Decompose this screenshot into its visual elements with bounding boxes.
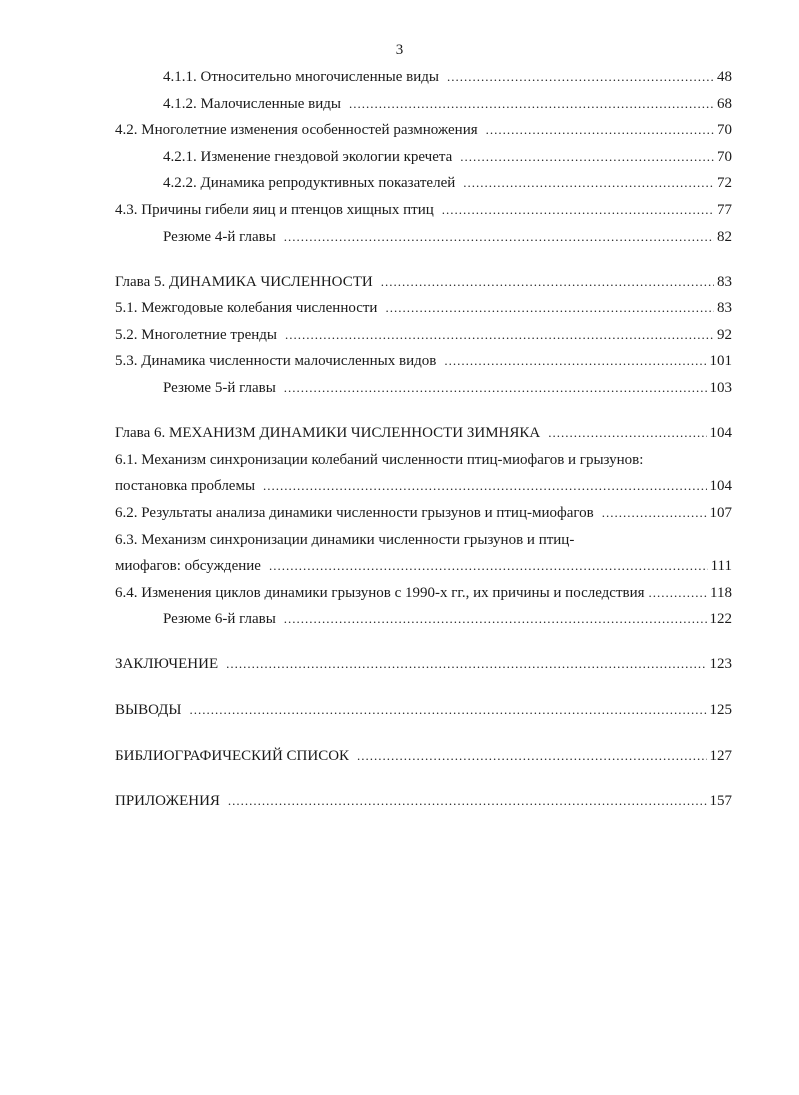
dot-leader — [349, 91, 714, 118]
section-gap — [115, 402, 732, 421]
toc-entry-page: 70 — [717, 148, 732, 165]
toc-entry-title: 5.1. Межгодовые колебания численности — [115, 300, 378, 317]
toc-entry-page: 103 — [709, 380, 732, 397]
toc-entry-page: 83 — [717, 273, 732, 290]
toc-entry-conclusion[interactable] — [115, 651, 732, 678]
toc-entry-6-3-line1[interactable]: 6.3. Механизм синхронизации динамики численности грызунов и птиц- — [115, 531, 575, 548]
toc-entry-title: 5.3. Динамика численности малочисленных видов — [115, 353, 437, 370]
toc-entry-page: 157 — [709, 793, 732, 810]
toc-entry-summary-6[interactable] — [115, 606, 732, 633]
toc-entry-5-3[interactable] — [115, 348, 732, 375]
toc-entry-title: ВЫВОДЫ — [115, 701, 182, 718]
toc-entry-title: 5.2. Многолетние тренды — [115, 326, 277, 343]
dot-leader — [486, 117, 714, 144]
dot-leader — [463, 170, 714, 197]
toc-entry-title: 4.2.2. Динамика репродуктивных показателей — [163, 175, 456, 192]
toc-entry-title: 4.3. Причины гибели яиц и птенцов хищных птиц — [115, 201, 434, 218]
toc-entry-title: Резюме 4-й главы — [163, 228, 276, 245]
toc-entry-page: 92 — [717, 326, 732, 343]
toc-entry-page: 122 — [709, 611, 732, 628]
toc-entry-4-1-1[interactable] — [115, 64, 732, 91]
toc-entry-page: 68 — [717, 95, 732, 112]
dot-leader — [649, 580, 708, 607]
toc-entry-4-2[interactable] — [115, 117, 732, 144]
toc-entry-title: 4.2.1. Изменение гнездовой экологии кречета — [163, 148, 453, 165]
toc-entry-title: ЗАКЛЮЧЕНИЕ — [115, 656, 219, 673]
toc-entry-page: 77 — [717, 201, 732, 218]
dot-leader — [285, 322, 714, 349]
dot-leader — [460, 144, 714, 171]
toc-entry-chapter-5[interactable] — [115, 269, 732, 296]
toc-entry-title: БИБЛИОГРАФИЧЕСКИЙ СПИСОК — [115, 747, 350, 764]
toc-entry-title: 4.1.2. Малочисленные виды — [163, 95, 341, 112]
toc-entry-title: 6.4. Изменения циклов динамики грызунов с 1990-х гг., их причины и последствия — [115, 584, 645, 601]
toc-entry-4-1-2[interactable] — [115, 91, 732, 118]
dot-leader — [269, 553, 708, 580]
toc-entry-6-1-line1[interactable]: 6.1. Механизм синхронизации колебаний численности птиц-миофагов и грызунов: — [115, 451, 644, 468]
toc-entry-6-2[interactable] — [115, 500, 732, 527]
dot-leader — [226, 651, 706, 678]
toc-entry-title: Резюме 6-й главы — [163, 611, 276, 628]
toc-entry-page: 125 — [709, 701, 732, 718]
table-of-contents — [115, 64, 732, 815]
toc-entry-page: 70 — [717, 122, 732, 139]
toc-entry-5-2[interactable] — [115, 322, 732, 349]
dot-leader — [548, 420, 706, 447]
toc-entry-6-4[interactable] — [115, 580, 732, 607]
dot-leader — [263, 473, 706, 500]
toc-entry-page: 72 — [717, 175, 732, 192]
toc-entry-page: 104 — [709, 478, 732, 495]
toc-entry-5-1[interactable] — [115, 295, 732, 322]
toc-entry-page: 127 — [709, 747, 732, 764]
dot-leader — [442, 197, 714, 224]
section-gap — [115, 250, 732, 269]
toc-entry-page: 111 — [710, 558, 732, 575]
toc-entry-title: Глава 5. ДИНАМИКА ЧИСЛЕННОСТИ — [115, 273, 373, 290]
toc-entry-title: миофагов: обсуждение — [115, 558, 261, 575]
page-number: 3 — [395, 42, 404, 58]
toc-entry-title: Глава 6. МЕХАНИЗМ ДИНАМИКИ ЧИСЛЕННОСТИ ЗИМНЯКА — [115, 425, 541, 442]
dot-leader — [602, 500, 707, 527]
toc-entry-4-2-1[interactable] — [115, 144, 732, 171]
toc-entry-6-1[interactable] — [115, 473, 732, 500]
dot-leader — [357, 743, 706, 770]
section-gap — [115, 678, 732, 697]
toc-entry-4-3[interactable] — [115, 197, 732, 224]
dot-leader — [447, 64, 714, 91]
section-gap — [115, 769, 732, 788]
toc-entry-summary-5[interactable] — [115, 375, 732, 402]
toc-entry-title: Резюме 5-й главы — [163, 380, 276, 397]
toc-entry-title: постановка проблемы — [115, 478, 256, 495]
dot-leader — [284, 375, 707, 402]
toc-entry-6-3[interactable] — [115, 553, 732, 580]
dot-leader — [381, 269, 714, 296]
toc-entry-page: 118 — [710, 584, 732, 601]
toc-entry-bibliography[interactable] — [115, 743, 732, 770]
section-gap — [115, 724, 732, 743]
toc-entry-summary-4[interactable] — [115, 224, 732, 251]
toc-entry-page: 101 — [709, 353, 732, 370]
toc-entry-page: 48 — [717, 69, 732, 85]
toc-entry-title: 4.1.1. Относительно многочисленные виды — [163, 69, 439, 85]
toc-entry-title: 6.2. Результаты анализа динамики численности грызунов и птиц-миофагов — [115, 504, 594, 521]
toc-entry-4-2-2[interactable] — [115, 170, 732, 197]
toc-entry-chapter-6[interactable] — [115, 420, 732, 447]
toc-entry-title: ПРИЛОЖЕНИЯ — [115, 793, 220, 810]
dot-leader — [385, 295, 714, 322]
dot-leader — [284, 606, 707, 633]
section-gap — [115, 633, 732, 652]
toc-entry-page: 123 — [709, 656, 732, 673]
toc-entry-page: 104 — [709, 425, 732, 442]
dot-leader — [228, 788, 707, 815]
toc-entry-page: 82 — [717, 228, 732, 245]
toc-entry-findings[interactable] — [115, 697, 732, 724]
toc-entry-page: 107 — [709, 504, 732, 521]
dot-leader — [190, 697, 707, 724]
toc-entry-page: 83 — [717, 300, 732, 317]
dot-leader — [444, 348, 706, 375]
dot-leader — [284, 224, 714, 251]
toc-entry-title: 4.2. Многолетние изменения особенностей размножения — [115, 122, 478, 139]
toc-entry-appendices[interactable] — [115, 788, 732, 815]
